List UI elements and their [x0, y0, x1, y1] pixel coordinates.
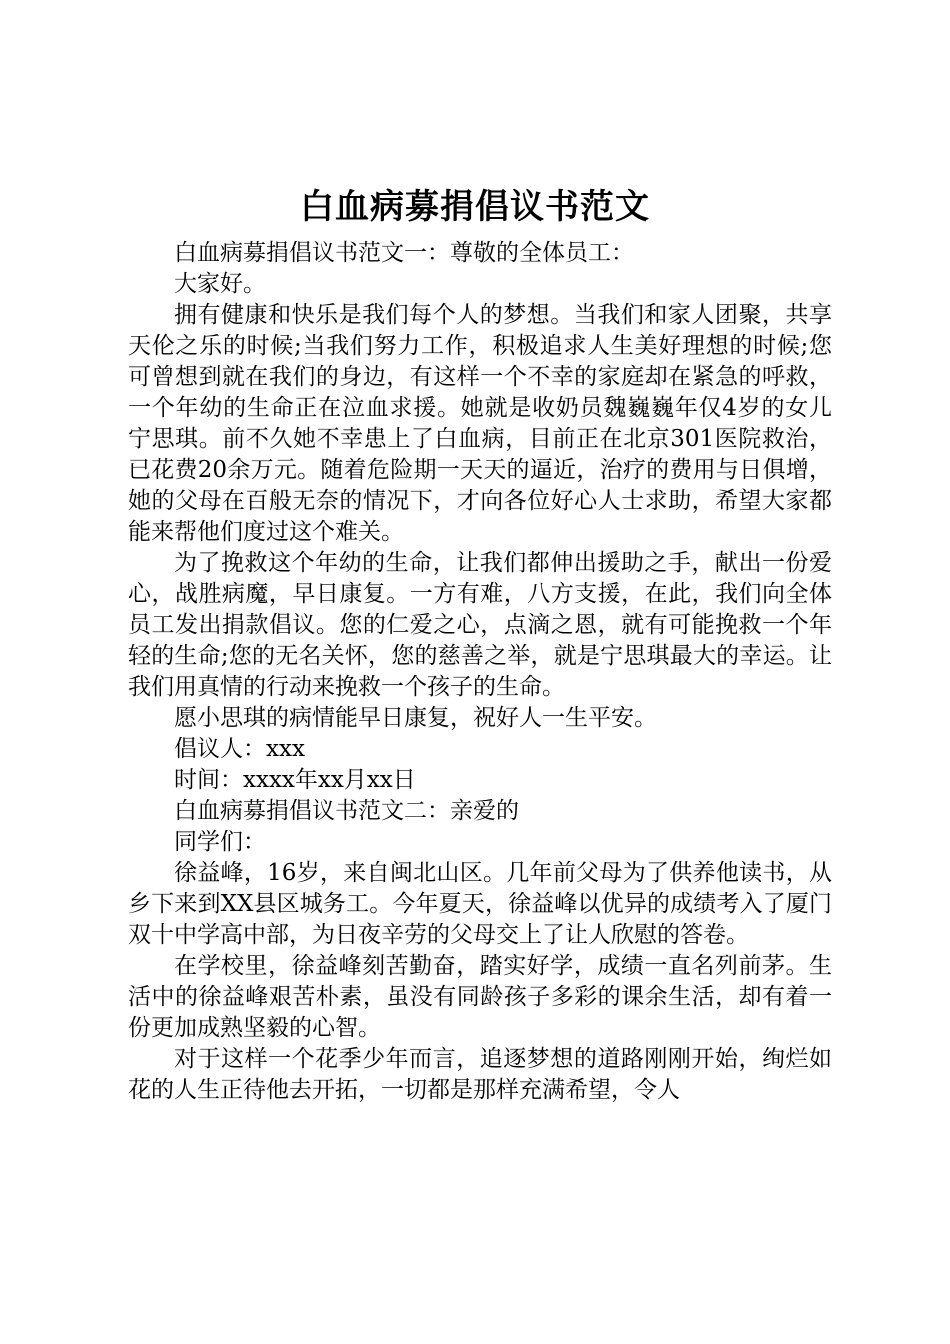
paragraph: 对于这样一个花季少年而言，追逐梦想的道路刚刚开始，绚烂如花的人生正待他去开拓，一切都是那样充满希望，令人 — [128, 1046, 832, 1103]
paragraph: 时间：xxxx年xx月xx日 — [174, 767, 416, 793]
paragraph: 徐益峰，16岁，来自闽北山区。几年前父母为了供养他读书，从乡下来到XX县区城务工。今年夏天，徐益峰以优异的成绩考入了厦门双十中学高中部，为日夜辛劳的父母交上了让人欣慰的答卷。 — [128, 860, 832, 948]
paragraph: 为了挽救这个年幼的生命，让我们都伸出援助之手，献出一份爱心，战胜病魔，早日康复。一方有难，八方支援，在此，我们向全体员工发出捐款倡议。您的仁爱之心，点滴之恩，就有可能挽救一个年轻的生命;您的无名关怀，您的慈善之举，就是宁思琪最大的幸运。让我们用真情的行动来挽救一个孩子的生命。 — [128, 550, 832, 700]
paragraph: 大家好。 — [174, 271, 266, 297]
document-body — [128, 238, 832, 1106]
paragraph: 倡议人：xxx — [174, 736, 305, 762]
document-title: 白血病募捐倡议书范文 — [300, 187, 650, 227]
paragraph: 同学们： — [174, 829, 266, 855]
paragraph: 拥有健康和快乐是我们每个人的梦想。当我们和家人团聚，共享天伦之乐的时候;当我们努力工作，积极追求人生美好理想的时候;您可曾想到就在我们的身边，有这样一个不幸的家庭却在紧急的呼救，一个年幼的生命正在泣血求援。她就是收奶员魏巍巍年仅4岁的女儿宁思琪。前不久她不幸患上了白血病，目前正在北京301医院救治，已花费20余万元。随着危险期一天天的逼近，治疗的费用与日俱增，她的父母在百般无奈的情况下，才向各位好心人士求助，希望大家都能来帮他们度过这个难关。 — [128, 302, 832, 545]
paragraph: 在学校里，徐益峰刻苦勤奋，踏实好学，成绩一直名列前茅。生活中的徐益峰艰苦朴素，虽没有同龄孩子多彩的课余生活，却有着一份更加成熟坚毅的心智。 — [128, 953, 832, 1041]
paragraph: 白血病募捐倡议书范文一：尊敬的全体员工： — [174, 240, 634, 266]
paragraph: 白血病募捐倡议书范文二：亲爱的 — [174, 798, 519, 824]
paragraph: 愿小思琪的病情能早日康复，祝好人一生平安。 — [174, 705, 657, 731]
